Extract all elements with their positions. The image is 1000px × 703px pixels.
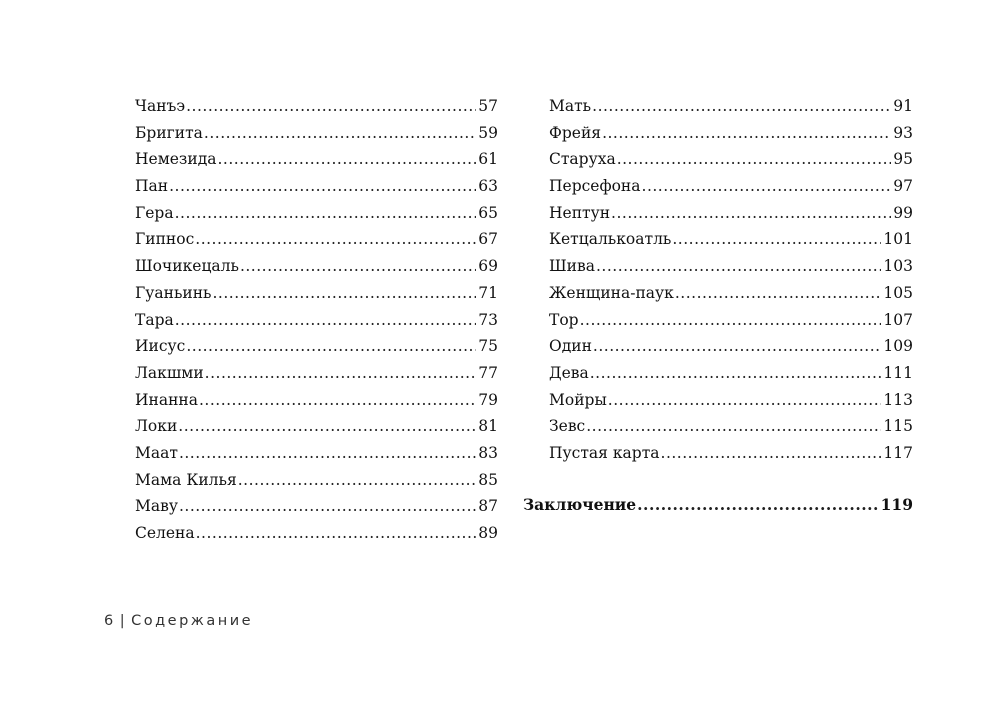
toc-right-column [549,93,913,467]
toc-leader-dots [592,93,891,120]
toc-leader-dots [179,440,476,467]
toc-leader-dots [590,360,882,387]
toc-entry[interactable] [135,387,498,414]
toc-entry-page: 115 [883,417,913,436]
toc-entry-title: Инанна [135,390,198,409]
toc-leader-dots [586,413,881,440]
toc-entry-title: Дева [549,363,589,382]
toc-entry[interactable] [549,280,913,307]
toc-entry[interactable] [549,253,913,280]
toc-entry-title: Женщина-паук [549,283,674,302]
toc-entry-title: Заключение [523,495,637,514]
toc-leader-dots [175,307,477,334]
toc-entry-page: 79 [478,390,498,409]
toc-entry-page: 111 [883,363,913,382]
page-footer [104,613,253,629]
toc-entry-title: Мойры [549,390,607,409]
toc-leader-dots [580,307,882,334]
toc-entry[interactable] [549,333,913,360]
toc-entry-page: 61 [478,150,498,169]
toc-entry-page: 109 [883,337,913,356]
toc-entry-title: Гера [135,203,174,222]
toc-entry-page: 81 [478,417,498,436]
toc-entry-page: 87 [478,497,498,516]
toc-entry-page: 113 [883,390,913,409]
toc-entry-title: Шочикецаль [135,257,239,276]
toc-leader-dots [608,387,882,414]
toc-leader-dots [675,280,882,307]
toc-entry-title: Мать [549,97,592,115]
toc-leader-dots [196,520,477,547]
toc-entry-title: Мама Килья [135,470,237,489]
toc-entry-title: Гипнос [135,230,195,249]
toc-entry[interactable] [135,333,498,360]
toc-entry-page: 103 [883,257,913,276]
toc-entry-page: 71 [478,283,498,302]
toc-entry-title: Пан [135,177,169,196]
toc-entry[interactable] [549,360,913,387]
toc-leader-dots [179,493,476,520]
toc-entry-page: 85 [478,470,498,489]
toc-entry-title: Гуаньинь [135,283,212,302]
toc-leader-dots [186,93,476,120]
footer-page-number: 6 [104,613,116,629]
toc-entry-page: 101 [883,230,913,249]
toc-entry[interactable] [135,93,498,120]
toc-entry-page: 119 [880,495,913,514]
toc-leader-dots [637,492,878,519]
toc-leader-dots [178,413,476,440]
toc-entry-page: 83 [478,443,498,462]
toc-entry-page: 93 [893,123,913,142]
toc-leader-dots [199,387,476,414]
toc-entry[interactable] [549,173,913,200]
toc-entry[interactable] [135,493,498,520]
toc-entry-page: 77 [478,363,498,382]
toc-entry[interactable] [135,307,498,334]
toc-entry-page: 67 [478,230,498,249]
toc-entry-page: 75 [478,337,498,356]
toc-entry-page: 59 [478,123,498,142]
toc-leader-dots [169,173,476,200]
toc-entry-page: 57 [478,97,498,115]
toc-entry-title: Зевс [549,417,586,436]
toc-entry[interactable] [135,226,498,253]
toc-entry-page: 63 [478,177,498,196]
toc-entry-page: 97 [893,177,913,196]
toc-entry-title: Чанъэ [135,97,186,115]
toc-entry[interactable] [135,120,498,147]
toc-entry-title: Старуха [549,150,616,169]
toc-leader-dots [205,360,477,387]
toc-entry-page: 95 [893,150,913,169]
toc-entry-title: Нептун [549,203,611,222]
toc-entry-title: Кетцалькоатль [549,230,672,249]
toc-entry[interactable] [135,280,498,307]
toc-entry-title: Иисус [135,337,186,356]
toc-entry-title: Шива [549,257,595,276]
toc-entry[interactable] [549,120,913,147]
toc-entry-page: 89 [478,524,498,542]
toc-entry-page: 69 [478,257,498,276]
footer-separator: | [119,613,128,629]
toc-entry[interactable] [135,173,498,200]
toc-entry[interactable] [135,360,498,387]
toc-entry[interactable] [135,146,498,173]
toc-entry-page: 105 [883,283,913,302]
toc-entry[interactable] [135,253,498,280]
toc-entry-title: Немезида [135,150,217,169]
toc-entry-title: Персефона [549,177,641,196]
toc-entry-title: Фрейя [549,123,602,142]
toc-leader-dots [195,226,476,253]
toc-entry[interactable] [549,387,913,414]
toc-leader-dots [593,333,881,360]
toc-leader-dots [238,467,477,494]
toc-entry[interactable] [135,440,498,467]
toc-leader-dots [661,440,882,467]
toc-entry-title: Лакшми [135,363,204,382]
toc-leader-dots [617,146,892,173]
toc-entry-title: Локи [135,417,178,436]
toc-leader-dots [213,280,477,307]
toc-leader-dots [672,226,881,253]
toc-entry[interactable] [549,226,913,253]
toc-entry-page: 107 [883,310,913,329]
toc-leader-dots [596,253,881,280]
toc-entry-title: Тара [135,310,174,329]
toc-entry-title: Бригита [135,123,203,142]
toc-entry-conclusion[interactable] [523,492,913,519]
toc-entry[interactable] [549,440,913,467]
footer-section-title: Содержание [131,613,254,629]
toc-leader-dots [175,200,477,227]
toc-leader-dots [602,120,891,147]
toc-entry[interactable] [135,200,498,227]
toc-entry[interactable] [549,413,913,440]
toc-entry[interactable] [549,307,913,334]
toc-entry-title: Один [549,337,592,356]
toc-leader-dots [240,253,476,280]
toc-entry-title: Маат [135,443,178,462]
toc-entry[interactable] [549,146,913,173]
toc-entry[interactable] [549,93,913,120]
toc-entry[interactable] [135,413,498,440]
toc-entry[interactable] [549,200,913,227]
toc-entry-page: 99 [893,203,913,222]
toc-leader-dots [186,333,476,360]
toc-leader-dots [218,146,477,173]
toc-leader-dots [611,200,891,227]
toc-entry-title: Маву [135,497,178,516]
toc-leader-dots [204,120,476,147]
toc-leader-dots [642,173,892,200]
toc-entry[interactable] [135,467,498,494]
toc-entry[interactable] [135,520,498,547]
toc-entry-page: 117 [883,443,913,462]
toc-entry-page: 73 [478,310,498,329]
toc-entry-title: Селена [135,524,195,542]
toc-entry-title: Тор [549,310,579,329]
toc-entry-title: Пустая карта [549,443,660,462]
toc-entry-page: 91 [893,97,913,115]
toc-entry-page: 65 [478,203,498,222]
toc-left-column [135,93,498,547]
